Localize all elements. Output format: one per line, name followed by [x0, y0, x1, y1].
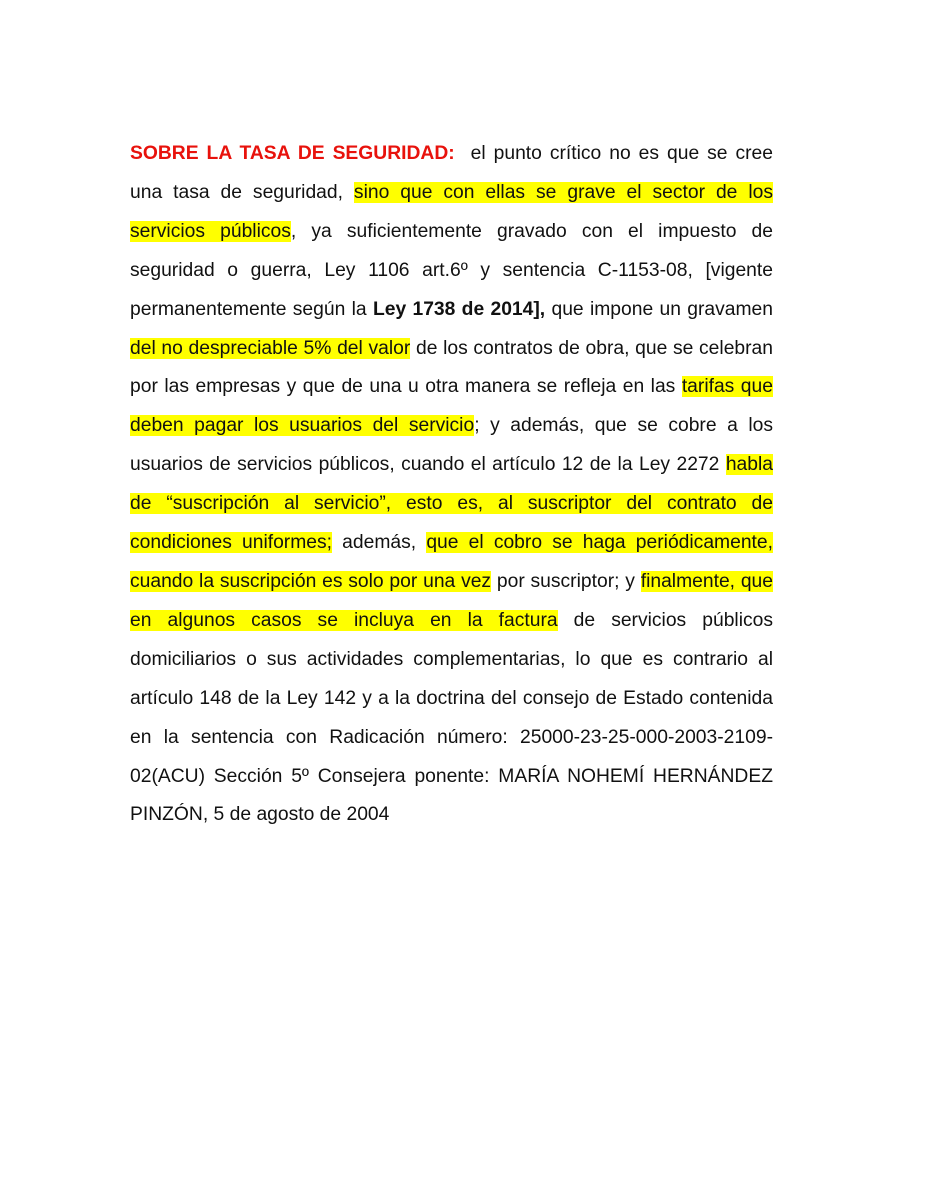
text-segment: además, — [332, 532, 427, 554]
highlighted-text: tarifas que deben pagar los usuarios del servicio — [130, 376, 773, 437]
highlighted-text: del no despreciable 5% del valor — [130, 337, 411, 359]
text-segment: de los contratos de obra, que se celebran por las empresas y que de una u otra manera se refleja en las — [130, 337, 774, 398]
highlighted-text: finalmente, que en algunos casos se incluya en la factura — [130, 570, 774, 631]
highlighted-text: sino que con ellas se grave el sector de los servicios públicos — [130, 181, 773, 242]
text-segment: el punto crítico no es que se cree una tasa de seguridad, — [130, 143, 774, 203]
text-segment: ; y además, que se cobre a los usuarios de servicios públicos, cuando el artículo 12 de la Ley 2272 — [130, 415, 773, 476]
text-segment: , ya suficientemente gravado con el impuesto de seguridad o guerra, Ley 1106 art.6º y sentencia C-1153-08, [vigente permanentemente según la — [130, 220, 773, 320]
bold-law-reference: Ley 1738 de 2014], — [372, 298, 546, 320]
highlighted-text: que el cobro se haga periódicamente, cuando la suscripción es solo por una vez — [130, 532, 773, 592]
text-segment: de servicios públicos domiciliarios o sus actividades complementarias, lo que es contrario al artículo 148 de la Ley 142 y a la doctrina del consejo de Estado contenida en la sentencia con Radicación número: 25000-23-25-000-2003-2109-02(ACU) Sección 5º Consejera ponente: MARÍA NOHEMÍ HERNÁNDEZ PINZÓN, 5 de agosto de 2004 — [130, 609, 773, 826]
highlighted-text: habla de “suscripción al servicio”, esto es, al suscriptor del contrato de condiciones uniformes; — [130, 454, 773, 554]
text-segment: por suscriptor; y — [491, 570, 641, 592]
document-paragraph — [130, 135, 773, 835]
text-segment: que impone un gravamen — [545, 298, 773, 320]
section-heading: SOBRE LA TASA DE SEGURIDAD: — [130, 143, 455, 164]
